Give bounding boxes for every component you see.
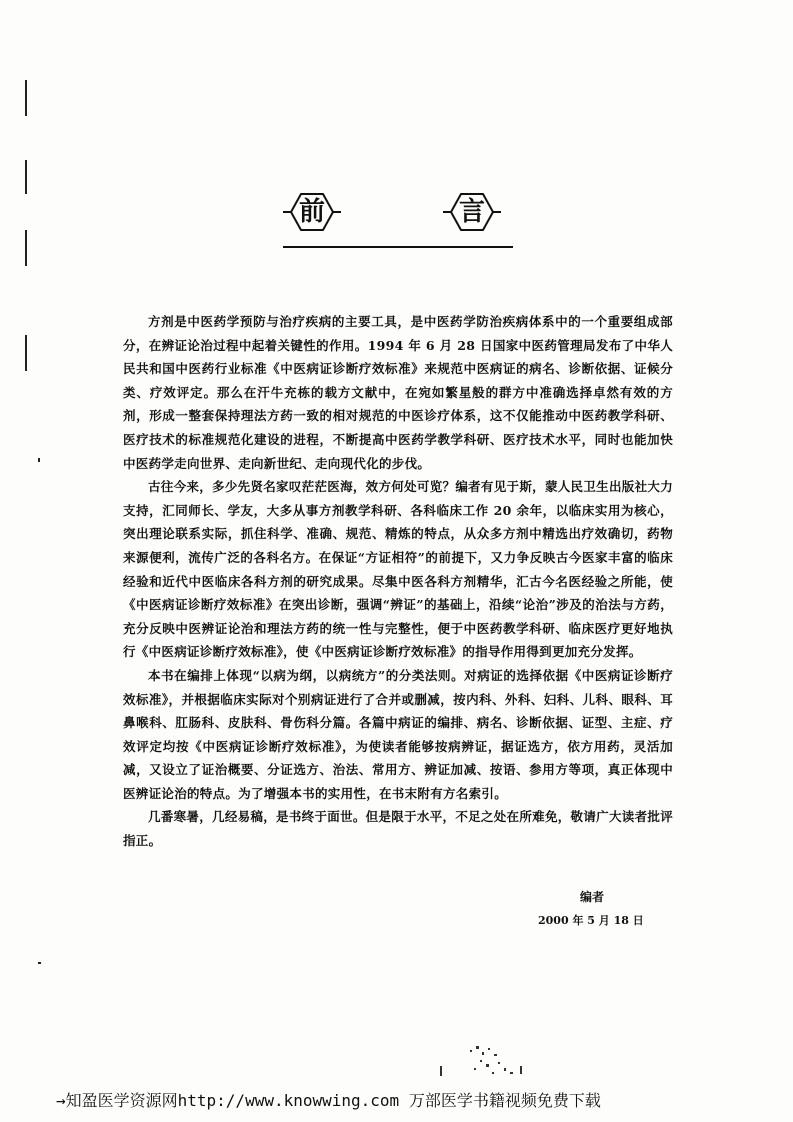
watermark-footer: →知盈医学资源网http://www.knowwing.com 万部医学书籍视频免费下载 — [56, 1091, 601, 1110]
paragraph: 几番寒暑，几经易稿，是书终于面世。但是限于水平，不足之处在所难免，敬请广大读者批评指正。 — [123, 809, 673, 849]
title-char-yan: 言 — [458, 197, 485, 227]
title-char-qian: 前 — [298, 197, 325, 227]
scan-artifact-line — [25, 335, 27, 371]
date: 2000 年 5 月 18 日 — [538, 914, 644, 927]
paragraph: 方剂是中医药学预防与治疗疾病的主要工具，是中医药学防治疾病体系中的一个重要组成部分，在辨证论治过程中起着关键性的作用。1994 年 6 月 28 日国家中医药管理局发布了中华人民共和国中医药行业标准《中医病证诊断疗效标准》来规范中医病证的病名、诊断依据、证候分类、疗效评定。那么在汗牛充栋的载方文献中，在宛如繁星般的群方中准确选择卓然有效的方剂，形成一整套保持理法方药一致的相对规范的中医诊疗体系，这不仅能推动中医药教学科研、医疗技术的标准规范化建设的进程，不断提高中医药学教学科研、医疗技术水平，同时也能加快中医药学走向世界、走向新世纪、走向现代化的步伐。 — [123, 314, 673, 471]
scan-artifact-line — [25, 230, 27, 266]
preface-body — [123, 310, 673, 853]
scan-artifact-dot — [38, 458, 40, 462]
paragraph: 古往今来，多少先贤名家叹茫茫医海，效方何处可览？编者有见于斯，蒙人民卫生出版社大力支持，汇同师长、学友，大多从事方剂教学科研、各科临床工作 20 余年，以临床实用为核心，突出理论联系实际，抓住科学、准确、规范、精炼的特点，从众多方剂中精选出疗效确切，药物来源便利，流传广泛的各科名方。在保证“方证相符”的前提下，又力争反映古今医家丰富的临床经验和近代中医临床各科方剂的研究成果。尽集中医各科方剂精华，汇古今名医经验之所能，使《中医病证诊断疗效标准》在突出诊断，强调“辨证”的基础上，沿续“论治”涉及的治法与方药，充分反映中医辨证论治和理法方药的统一性与完整性，便于中医药教学科研、临床医疗更好地执行《中医病证诊断疗效标准》，使《中医病证诊断疗效标准》的指导作用得到更加充分发挥。 — [123, 479, 673, 660]
title-frame-right — [443, 190, 501, 234]
scan-artifact-line — [25, 160, 27, 194]
page-title — [283, 190, 513, 254]
scan-artifact-line — [25, 80, 27, 116]
scan-artifact-dot — [38, 962, 41, 964]
scan-noise — [440, 1042, 540, 1082]
title-frame-left — [283, 190, 341, 234]
title-underline — [283, 246, 513, 248]
signature: 编者 — [580, 890, 605, 904]
paragraph: 本书在编排上体现“以病为纲，以病统方”的分类法则。对病证的选择依据《中医病证诊断疗效标准》，并根据临床实际对个别病证进行了合并或删减，按内科、外科、妇科、儿科、眼科、耳鼻喉科、肛肠科、皮肤科、骨伤科分篇。各篇中病证的编排、病名、诊断依据、证型、主症、疗效评定均按《中医病证诊断疗效标准》，为使读者能够按病辨证，据证选方，依方用药，灵活加减，又设立了证治概要、分证选方、治法、常用方、辨证加减、按语、参用方等项，真正体现中医辨证论治的特点。为了增强本书的实用性，在书末附有方名索引。 — [123, 667, 673, 801]
